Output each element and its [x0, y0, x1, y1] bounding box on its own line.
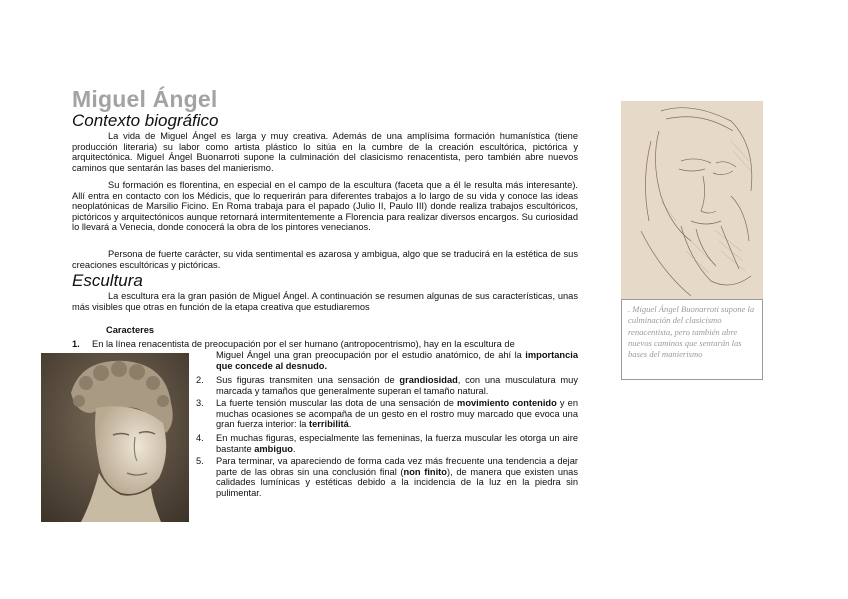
- sketch-paper: [621, 101, 763, 299]
- list-item-1-line1: En la línea renacentista de preocupación por el ser humano (antropocentrismo), hay en la escultura de: [92, 339, 515, 349]
- david-bust-photo: [41, 353, 189, 522]
- list-text: .: [348, 419, 352, 430]
- list-item: [196, 433, 578, 454]
- paragraph-biography-3: [72, 249, 578, 270]
- list-text: En muchas figuras, especialmente las femeninas, la fuerza muscular les otorga un aire bastante: [216, 433, 578, 454]
- paragraph-sculpture-intro: [72, 291, 578, 312]
- paragraph-text: La vida de Miguel Ángel es larga y muy creativa. Además de una amplísima formación humanística (tiene producción literaria) su labor como artista plástico lo sitúa en la cumbre de la creación escultórica, pictórica y arquitectónica. Miguel Ángel Buonarroti supone la culminación del clasicismo renacentista, pero también abre nuevos caminos que sentarán las bases del manierismo.: [72, 131, 578, 173]
- paragraph-text: Persona de fuerte carácter, su vida sentimental es azarosa y ambigua, algo que se traducirá en la estética de sus creaciones escultóricas y pictóricas.: [72, 249, 578, 270]
- list-emphasis: importancia que concede al desnudo.: [216, 350, 578, 371]
- list-text: y en muchas ocasiones se acompaña de un gesto en el rostro muy marcado que evoca una gran fuerza interior: la: [216, 398, 578, 430]
- page-title: Miguel Ángel: [72, 86, 218, 112]
- characteristics-heading: Caracteres: [106, 325, 155, 335]
- section-heading-sculpture: Escultura: [72, 271, 143, 290]
- list-item: [196, 456, 578, 498]
- list-text: .: [293, 443, 296, 454]
- list-number: 4.: [196, 433, 204, 443]
- list-number: 2.: [196, 375, 204, 385]
- paragraph-text: La escultura era la gran pasión de Miguel Ángel. A continuación se resumen algunas de sus características, unas más visibles que otras en función de la etapa creativa que estudiaremos: [72, 291, 578, 312]
- section-heading-context: Contexto biográfico: [72, 111, 219, 130]
- list-text: ), de manera que existen unas calidades lumínicas y estéticas debido a la incidencia de la luz en la piedra sin pulimentar.: [216, 466, 579, 498]
- list-emphasis: terribilitá: [309, 419, 349, 430]
- list-number: 5.: [196, 456, 204, 466]
- list-emphasis: movimiento contenido: [457, 398, 557, 408]
- list-emphasis: grandiosidad: [399, 375, 458, 385]
- list-text: Miguel Ángel una gran preocupación por el estudio anatómico, de ahí la: [216, 350, 522, 360]
- list-emphasis: ambiguo: [254, 443, 293, 454]
- paragraph-biography-2: [72, 180, 578, 233]
- paragraph-text: Su formación es florentina, en especial en el campo de la escultura (faceta que a él le resulta más interesante). Allí entra en contacto con los Médicis, que lo requerirán para diferentes trabajos a lo largo de su vida y conoce las ideas neoplatónicas de Marsilio Ficino. En Roma trabaja para el papado (Julio II, Paulo III) donde realiza trabajos escultóricos, pictóricos y arquitectónicos aunque retornará intermitentemente a Florencia para realizar diversos encargos. Su curiosidad lo llevará a Venecia, donde conocerá la obra de los pintores venecianos.: [72, 180, 578, 233]
- list-text: Sus figuras transmiten una sensación de: [216, 375, 400, 385]
- list-number: 1.: [72, 339, 80, 349]
- list-number: 3.: [196, 398, 204, 408]
- list-item: [196, 398, 578, 430]
- list-text: La fuerte tensión muscular las dota de una sensación de: [216, 398, 458, 408]
- sketch-caption: . Miguel Ángel Buonarroti supone la culminación del clasicismo renacentista, pero también abre nuevos caminos que sentarán las bases del manierismo: [628, 304, 755, 360]
- list-text: Para terminar, va apareciendo de forma cada vez más frecuente una tendencia a dejar parte de las obras sin una conclusión final (: [216, 456, 578, 477]
- list-item: [196, 375, 578, 396]
- list-emphasis: non finito: [403, 466, 447, 477]
- paragraph-biography-1: [72, 131, 578, 173]
- list-item-1-rest: [216, 350, 578, 371]
- list-text: , con una musculatura muy marcada y tamaños que generalmente superan el tamaño natural.: [216, 375, 578, 396]
- portrait-sketch-image: [621, 101, 763, 299]
